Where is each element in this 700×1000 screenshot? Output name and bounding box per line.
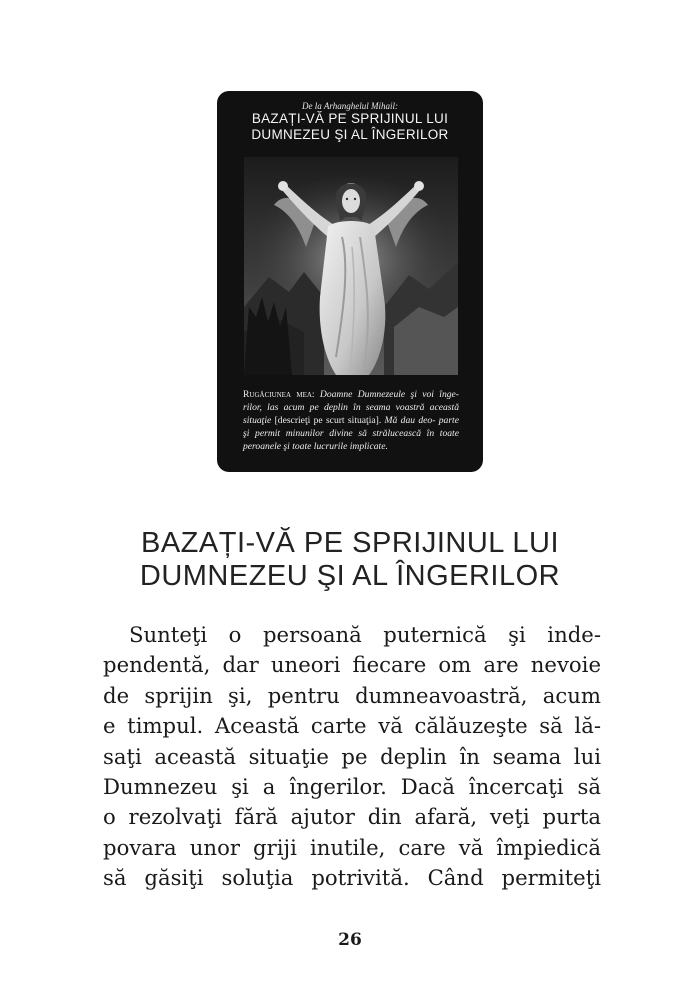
heading-line-2: DUMNEZEU ŞI AL ÎNGERILOR <box>139 560 561 592</box>
prayer-text-1: Doamne Dumnezeule şi voi înge- <box>319 389 459 400</box>
card-header <box>217 101 483 143</box>
oracle-card <box>217 91 483 472</box>
heading-line-1: BAZAȚI-VĂ PE SPRIJINUL LUI <box>140 527 560 559</box>
prayer-text-3b: [descrieţi pe scurt situaţia]. <box>274 415 382 426</box>
body-line: o rezolvaţi fără ajutor din afară, veţi purta <box>103 804 601 830</box>
card-from-label: De la Arhanghelul Mihail: <box>302 101 398 111</box>
card-title-line-2: DUMNEZEU ŞI AL ÎNGERILOR <box>251 127 449 142</box>
prayer-text-2: rilor, las acum pe deplin în seama voastră această <box>243 402 459 413</box>
body-line: pendentă, dar uneori fiecare om are nevoie <box>103 652 601 678</box>
card-prayer <box>243 388 459 453</box>
body-paragraph <box>103 620 601 894</box>
body-line: să găsiţi soluţia potrivită. Când permiteţi <box>103 865 601 891</box>
card-title-line-1: BAZAȚI-VĂ PE SPRIJINUL LUI <box>251 111 449 126</box>
page-number: 26 <box>338 930 362 950</box>
prayer-text-5: toate peroanele şi toate lucrurile implicate. <box>243 428 459 452</box>
body-line: e timpul. Această carte vă călăuzeşte să lă- <box>103 713 601 739</box>
angel-illustration <box>244 157 458 375</box>
body-line: povara unor griji inutile, care vă împiedică <box>103 834 601 860</box>
body-line: saţi această situaţie pe deplin în seama lui <box>103 743 601 769</box>
prayer-text-3a: situaţie <box>243 415 272 426</box>
body-line: de sprijin şi, pentru dumneavoastră, acum <box>103 682 601 708</box>
prayer-text-3c: Mă dau deo- <box>384 415 436 426</box>
body-line: Sunteţi o persoană puternică şi inde- <box>129 622 601 647</box>
prayer-label: Rugăciunea mea: <box>243 389 315 400</box>
section-heading <box>0 527 700 593</box>
body-line: Dumnezeu şi a îngerilor. Dacă încercaţi să <box>103 774 601 800</box>
prayer-text-4: parte şi permit minunilor divine să strălucească în <box>243 415 459 439</box>
